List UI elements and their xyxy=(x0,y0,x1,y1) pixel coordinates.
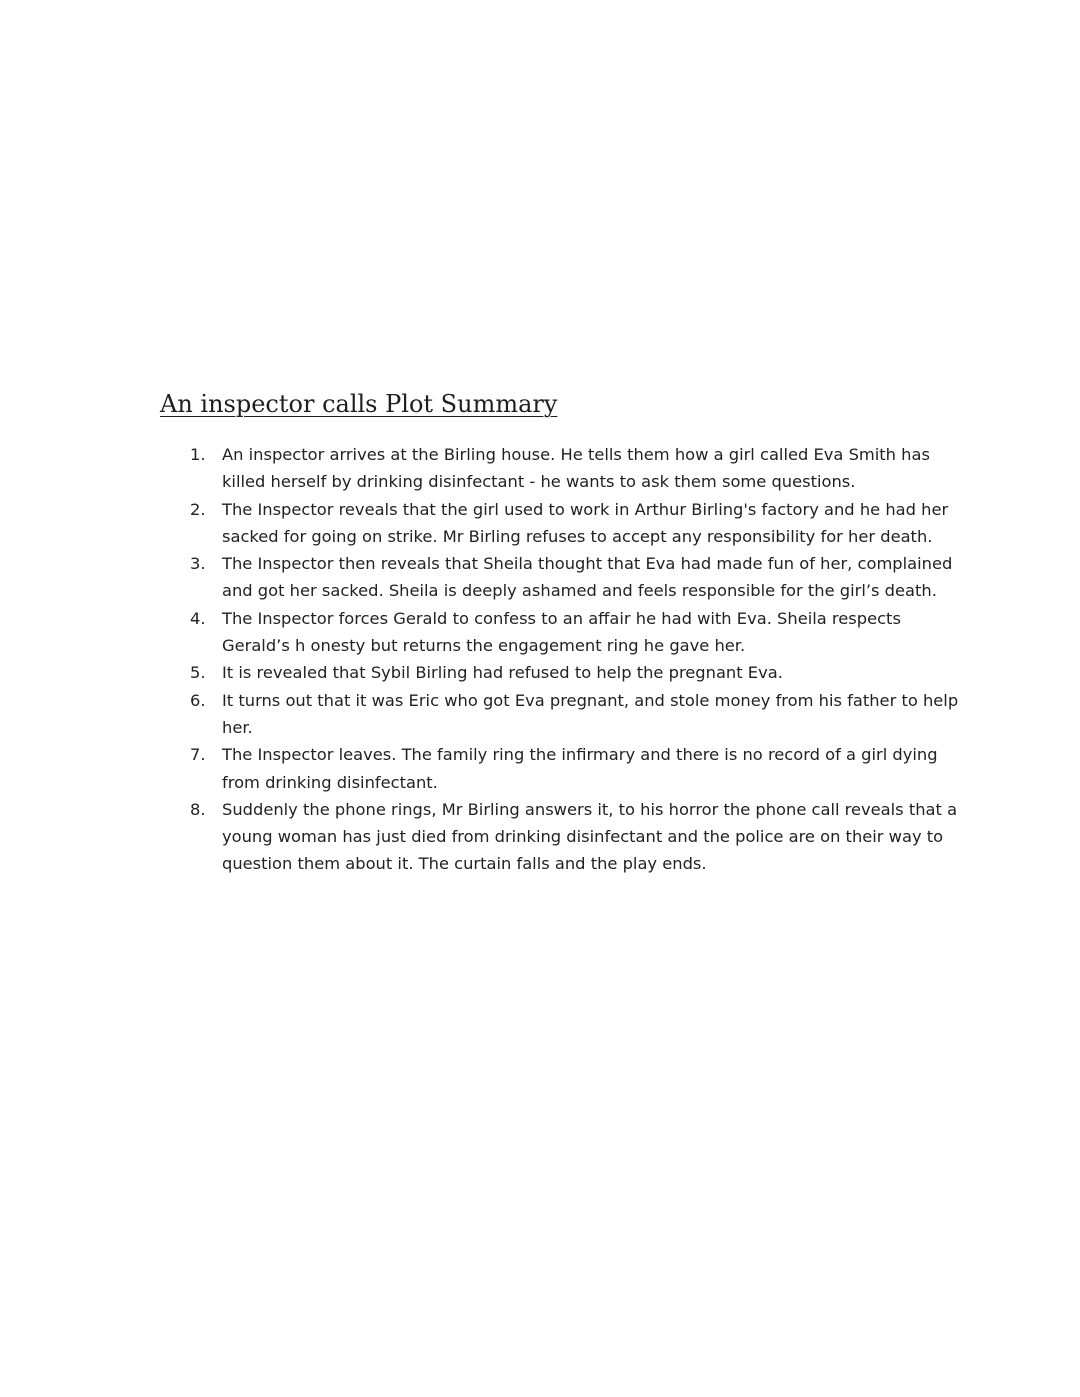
plot-summary-list xyxy=(190,441,960,878)
list-item xyxy=(190,796,960,878)
list-item-number: 2. xyxy=(190,499,206,519)
page-title: An inspector calls Plot Summary xyxy=(160,390,558,418)
list-item-number: 4. xyxy=(190,608,206,628)
list-item-text: The Inspector then reveals that Sheila thought that Eva had made fun of her, complained and got her sacked. Sheila is deeply ashamed and feels responsible for the girl’s death. xyxy=(222,554,953,601)
list-item xyxy=(190,741,960,796)
list-item xyxy=(190,687,960,742)
list-item-number: 5. xyxy=(190,663,206,683)
list-item xyxy=(190,659,960,686)
list-item-number: 1. xyxy=(190,445,206,464)
list-item-number: 8. xyxy=(190,799,206,819)
list-item xyxy=(190,605,960,660)
list-item xyxy=(190,441,960,496)
list-item-number: 3. xyxy=(190,554,206,574)
list-item-text: The Inspector forces Gerald to confess to an affair he had with Eva. Sheila respects Gerald’s h onesty but returns the engagement ring he gave her. xyxy=(222,608,901,656)
list-item-text: The Inspector leaves. The family ring the infirmary and there is no record of a girl dying from drinking disinfectant. xyxy=(222,745,938,792)
list-item xyxy=(190,550,960,605)
list-item-text: Suddenly the phone rings, Mr Birling answers it, to his horror the phone call reveals that a young woman has just died from drinking disinfectant and the police are on their way to question them about it. The curtain falls and the play ends. xyxy=(222,799,958,874)
list-item-text: It is revealed that Sybil Birling had refused to help the pregnant Eva. xyxy=(222,663,783,683)
list-item-number: 7. xyxy=(190,745,206,765)
list-item-text: It turns out that it was Eric who got Eva pregnant, and stole money from his father to help her. xyxy=(222,690,959,737)
list-item-number: 6. xyxy=(190,690,206,710)
list-item-text: The Inspector reveals that the girl used to work in Arthur Birling's factory and he had her sacked for going on strike. Mr Birling refuses to accept any responsibility for her death. xyxy=(222,499,949,546)
list-item xyxy=(190,496,960,551)
list-item-text: An inspector arrives at the Birling house. He tells them how a girl called Eva Smith has killed herself by drinking disinfectant - he wants to ask them some questions. xyxy=(222,445,930,492)
